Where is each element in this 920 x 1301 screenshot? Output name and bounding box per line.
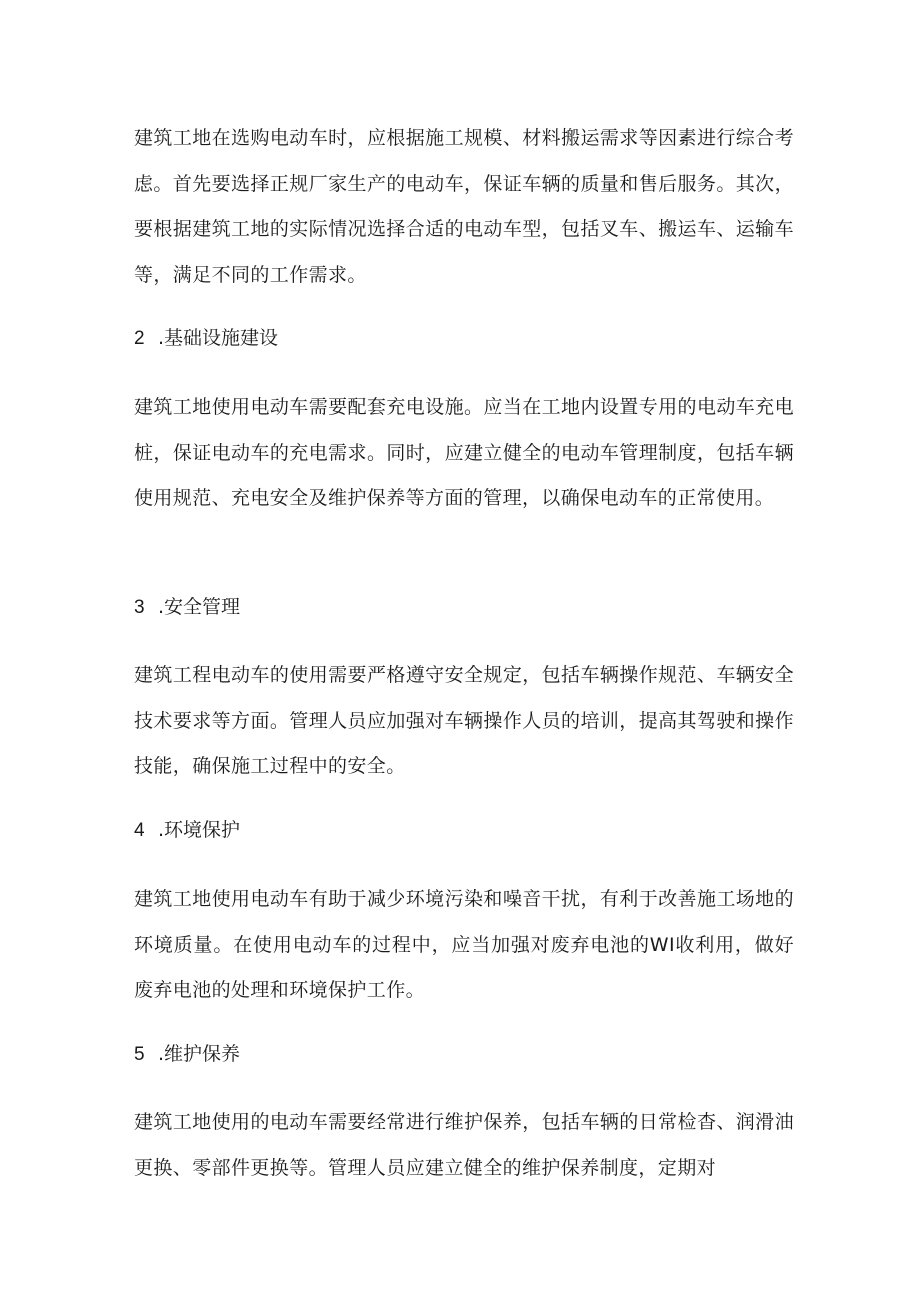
section-number: 4 xyxy=(134,820,145,841)
section-heading-safety xyxy=(134,592,774,623)
paragraph-infrastructure: 建筑工地使用电动车需要配套充电设施。应当在工地内设置专用的电动车充电桩，保证电动车的充电需求。同时，应建立健全的电动车管理制度，包括车辆使用规范、充电安全及维护保养等方面的管理，以确保电动车的正常使用。 xyxy=(134,396,794,509)
section-number: 5 xyxy=(134,1044,145,1065)
section-heading-environment xyxy=(134,815,774,846)
section-title: .维护保养 xyxy=(158,1043,241,1065)
section-number: 2 xyxy=(134,328,145,349)
section-heading-maintenance xyxy=(134,1039,774,1070)
paragraph-environment: 建筑工地使用电动车有助于减少环境污染和噪音干扰，有利于改善施工场地的环境质量。在使用电动车的过程中，应当加强对废弃电池的WI收利用，做好废弃电池的处理和环境保护工作。 xyxy=(134,888,794,1001)
section-title: .基础设施建设 xyxy=(158,327,279,349)
paragraph-maintenance: 建筑工地使用的电动车需要经常进行维护保养，包括车辆的日常检杳、润滑油更换、零部件更换等。管理人员应建立健全的维护保养制度，定期对 xyxy=(134,1111,794,1179)
paragraph-selection: 建筑工地在选购电动车时，应根据施工规模、材料搬运需求等因素进行综合考虑。首先要选择正规厂家生产的电动车，保证车辆的质量和售后服务。其次，要根据建筑工地的实际情况选择合适的电动车型，包括叉车、搬运车、运输车等，满足不同的工作需求。 xyxy=(134,127,794,286)
section-title: .环境保护 xyxy=(158,819,241,841)
section-title: .安全管理 xyxy=(158,596,241,618)
section-heading-infrastructure xyxy=(134,323,774,354)
paragraph-safety: 建筑工程电动车的使用需要严格遵守安全规定，包括车辆操作规范、车辆安全技术要求等方面。管理人员应加强对车辆操作人员的培训，提高其驾驶和操作技能，确保施工过程中的安全。 xyxy=(134,664,794,777)
section-number: 3 xyxy=(134,597,145,618)
